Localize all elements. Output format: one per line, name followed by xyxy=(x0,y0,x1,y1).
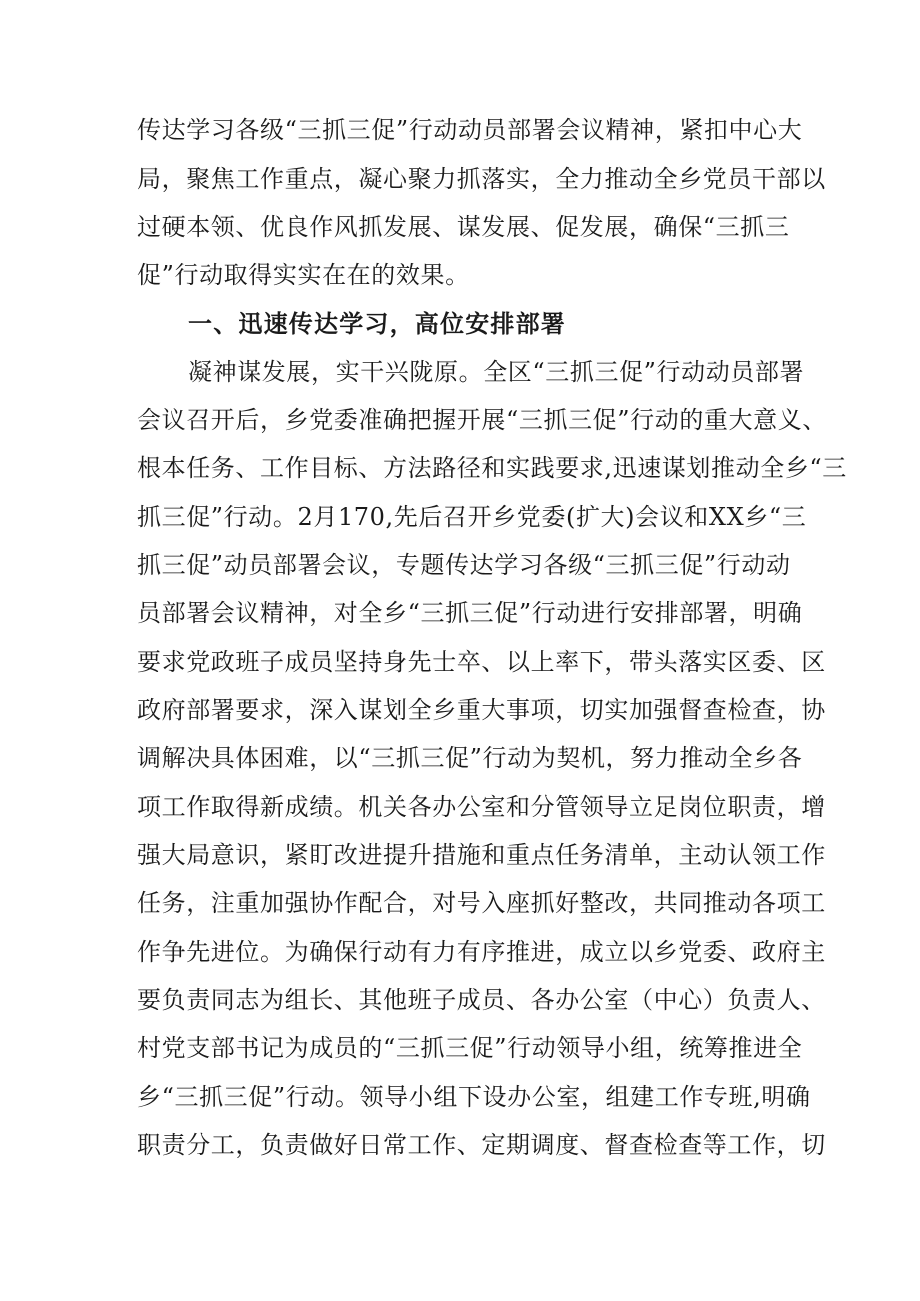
paragraph-line: 职责分工，负责做好日常工作、定期调度、督查检查等工作，切 xyxy=(137,1131,826,1159)
intro-line: 局，聚焦工作重点，凝心聚力抓落实，全力推动全乡党员干部以 xyxy=(137,165,826,193)
intro-line: 促”行动取得实实在在的效果。 xyxy=(137,261,470,289)
paragraph-line: 抓三促”动员部署会议，专题传达学习各级“三抓三促”行动动 xyxy=(137,551,791,579)
paragraph-line: 会议召开后，乡党委准确把握开展“三抓三促”行动的重大意义、 xyxy=(137,406,827,434)
section-heading: 一、迅速传达学习，高位安排部署 xyxy=(188,309,566,338)
paragraph-line: 调解决具体困难，以“三抓三促”行动为契机，努力推动全乡各 xyxy=(137,744,803,772)
paragraph-line: 员部署会议精神，对全乡“三抓三促”行动进行安排部署，明确 xyxy=(137,599,803,627)
paragraph-line: 抓三促”行动。2月170,先后召开乡党委(扩大)会议和XX乡“三 xyxy=(137,503,807,531)
intro-line: 过硬本领、优良作风抓发展、谋发展、促发展，确保“三抓三 xyxy=(137,213,790,241)
paragraph-line: 作争先进位。为确保行动有力有序推进，成立以乡党委、政府主 xyxy=(137,938,826,966)
paragraph-line: 要求党政班子成员坚持身先士卒、以上率下，带头落实区委、区 xyxy=(137,648,826,676)
paragraph-line: 任务，注重加强协作配合，对号入座抓好整改，共同推动各项工 xyxy=(137,889,826,917)
paragraph-line: 根本任务、工作目标、方法路径和实践要求,迅速谋划推动全乡“三 xyxy=(137,454,847,482)
paragraph-line: 要负责同志为组长、其他班子成员、各办公室（中心）负责人、 xyxy=(137,986,826,1014)
paragraph-line: 村党支部书记为成员的“三抓三促”行动领导小组，统筹推进全 xyxy=(137,1034,803,1062)
paragraph-line: 乡“三抓三促”行动。领导小组下设办公室，组建工作专班,明确 xyxy=(137,1083,811,1111)
paragraph-line: 政府部署要求，深入谋划全乡重大事项，切实加强督查检查，协 xyxy=(137,696,826,724)
intro-line: 传达学习各级“三抓三促”行动动员部署会议精神，紧扣中心大 xyxy=(137,116,803,144)
paragraph-line: 强大局意识，紧盯改进提升措施和重点任务清单，主动认领工作 xyxy=(137,841,826,869)
paragraph-line: 项工作取得新成绩。机关各办公室和分管领导立足岗位职责，增 xyxy=(137,793,826,821)
paragraph-line: 凝神谋发展，实干兴陇原。全区“三抓三促”行动动员部署 xyxy=(188,358,805,386)
